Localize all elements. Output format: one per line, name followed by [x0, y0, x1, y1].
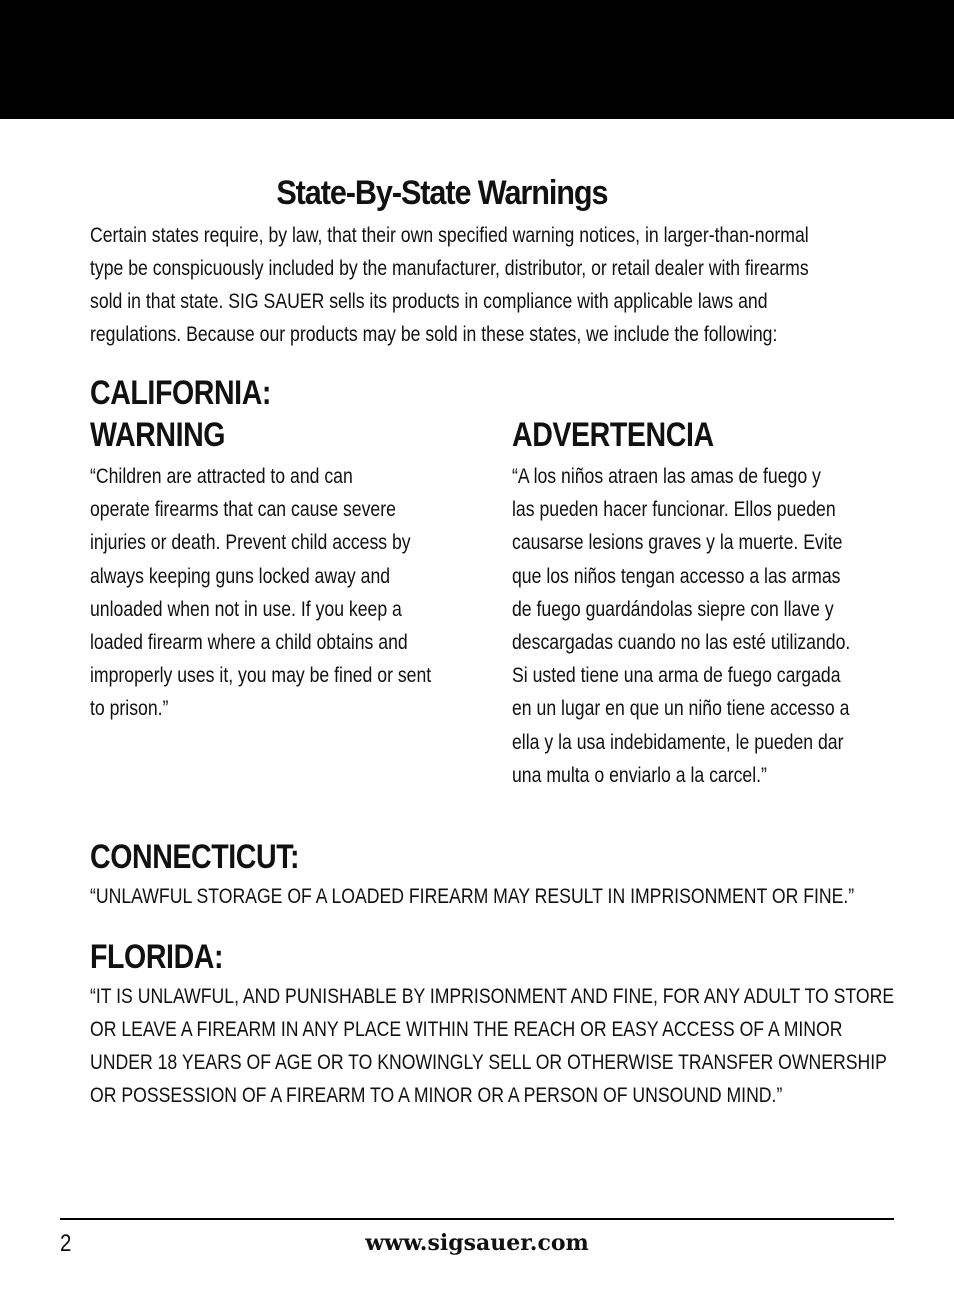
- florida-heading: FLORIDA:: [90, 938, 224, 976]
- text-line: “UNLAWFUL STORAGE OF A LOADED FIREARM MAY RESULT IN IMPRISONMENT OR FINE.”: [90, 885, 855, 908]
- text-line: en un lugar en que un niño tiene accesso a: [512, 697, 850, 721]
- text-line: UNDER 18 YEARS OF AGE OR TO KNOWINGLY SELL OR OTHERWISE TRANSFER OWNERSHIP: [90, 1051, 887, 1074]
- text-line: una multa o enviarlo a la carcel.”: [512, 763, 767, 787]
- text-line: descargadas cuando no las esté utilizando.: [512, 631, 851, 655]
- text-line: OR POSSESSION OF A FIREARM TO A MINOR OR A PERSON OF UNSOUND MIND.”: [90, 1084, 783, 1107]
- text-line: las pueden hacer funcionar. Ellos pueden: [512, 498, 836, 522]
- intro-line: sold in that state. SIG SAUER sells its products in compliance with applicable laws and: [90, 290, 768, 313]
- text-line: “A los niños atraen las amas de fuego y: [512, 465, 821, 488]
- text-line: always keeping guns locked away and: [90, 564, 391, 588]
- text-line: injuries or death. Prevent child access by: [90, 531, 411, 555]
- connecticut-heading: CONNECTICUT:: [90, 838, 300, 876]
- text-line: unloaded when not in use. If you keep a: [90, 597, 402, 621]
- text-line: OR LEAVE A FIREARM IN ANY PLACE WITHIN THE REACH OR EASY ACCESS OF A MINOR: [90, 1018, 843, 1041]
- california-warning-heading: WARNING: [90, 416, 226, 454]
- intro-paragraph: [90, 219, 892, 351]
- text-line: que los niños tengan accesso a las armas: [512, 564, 841, 588]
- text-line: ella y la usa indebidamente, le pueden dar: [512, 730, 844, 754]
- text-line: de fuego guardándolas siepre con llave y: [512, 597, 834, 621]
- connecticut-warning-text: [90, 880, 896, 913]
- advertencia-heading: ADVERTENCIA: [512, 416, 714, 454]
- text-line: Si usted tiene una arma de fuego cargada: [512, 664, 841, 688]
- page-title: State-By-State Warnings: [276, 174, 608, 212]
- text-line: loaded firearm where a child obtains and: [90, 631, 408, 655]
- intro-line: Certain states require, by law, that their own specified warning notices, in larger-than-normal: [90, 224, 809, 247]
- text-line: improperly uses it, you may be fined or sent: [90, 664, 432, 688]
- text-line: “IT IS UNLAWFUL, AND PUNISHABLE BY IMPRISONMENT AND FINE, FOR ANY ADULT TO STORE: [90, 985, 895, 1008]
- page-number: 2: [60, 1230, 72, 1257]
- intro-line: type be conspicuously included by the manufacturer, distributor, or retail dealer with firearms: [90, 257, 809, 280]
- intro-line: regulations. Because our products may be sold in these states, we include the following:: [90, 323, 778, 346]
- text-line: “Children are attracted to and can: [90, 465, 353, 488]
- footer-divider: [60, 1218, 894, 1220]
- advertencia-text: [512, 460, 894, 792]
- text-line: to prison.”: [90, 697, 169, 721]
- text-line: causarse lesions graves y la muerte. Evite: [512, 531, 843, 555]
- header-band: [0, 0, 954, 119]
- footer-website-url: www.sigsauer.com: [365, 1230, 589, 1256]
- california-heading: CALIFORNIA:: [90, 374, 271, 412]
- california-warning-text: [90, 460, 472, 726]
- text-line: operate firearms that can cause severe: [90, 498, 396, 522]
- florida-warning-text: [90, 980, 896, 1112]
